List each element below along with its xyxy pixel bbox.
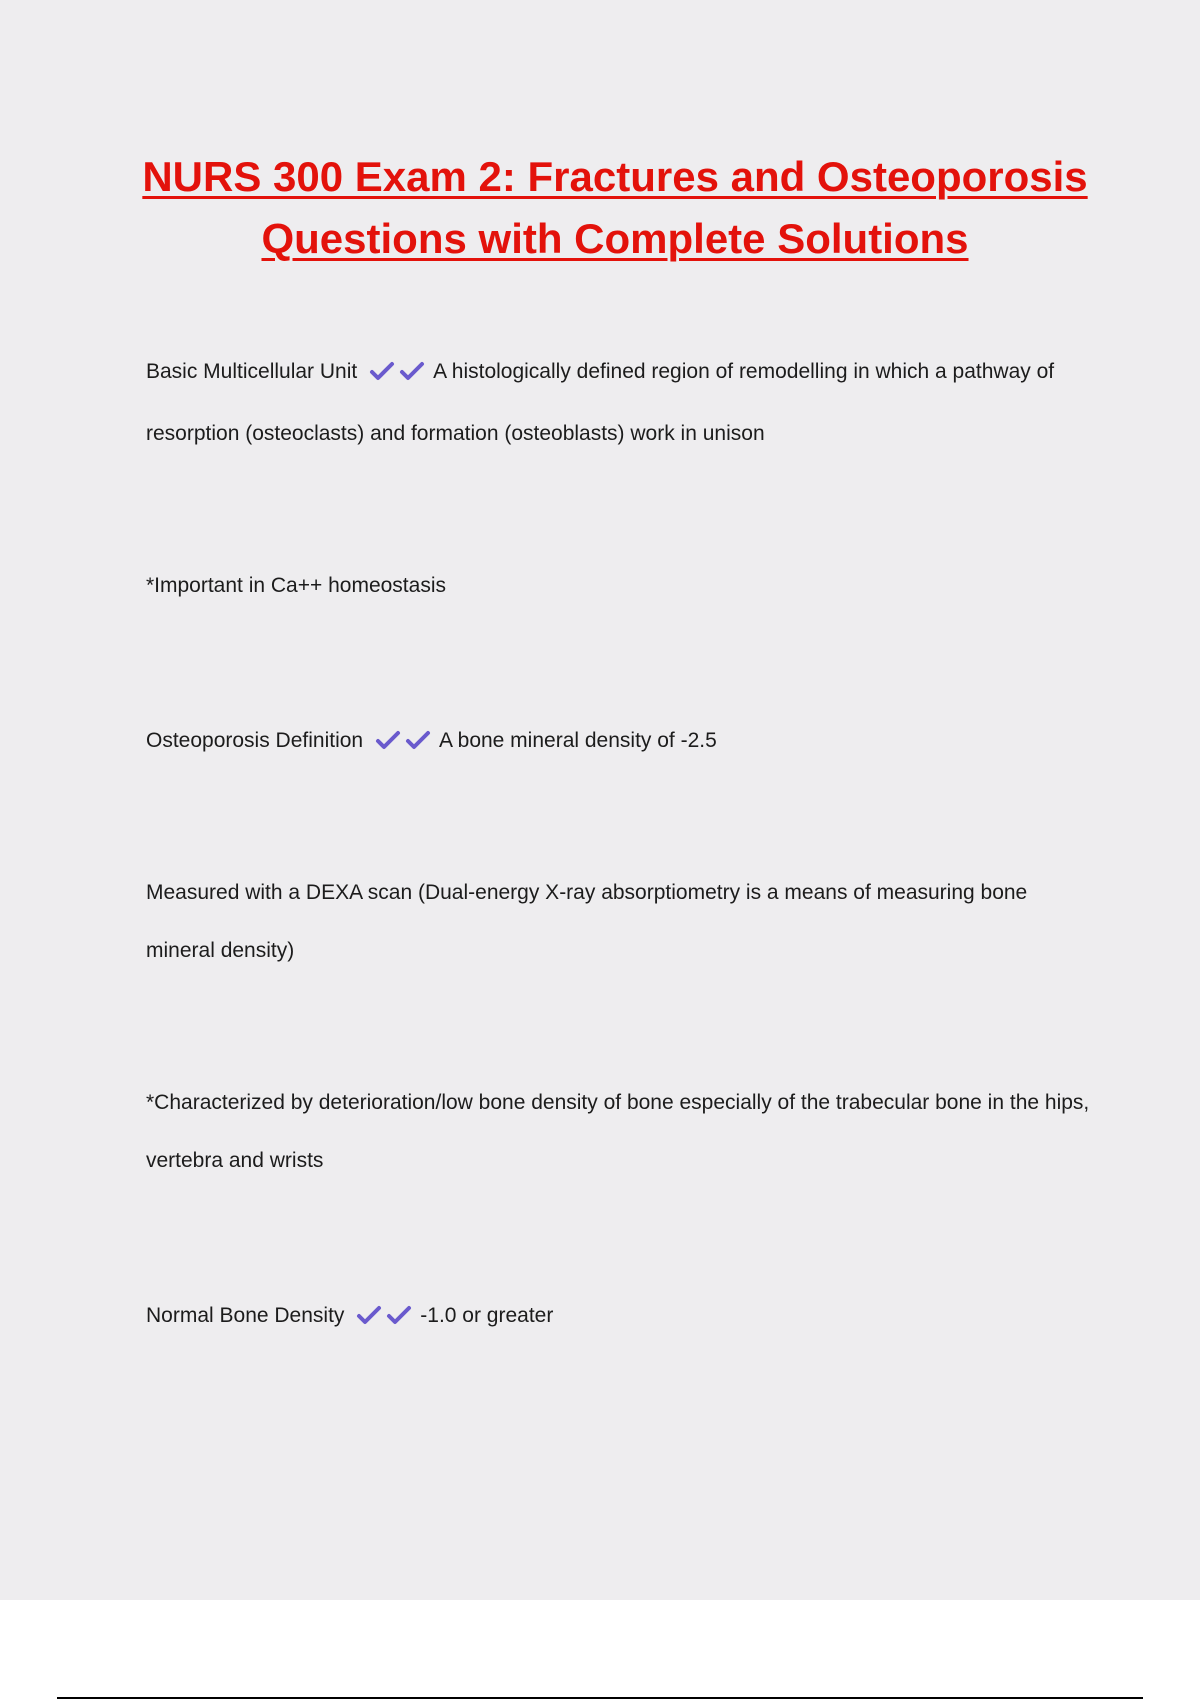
entry-term: Normal Bone Density (146, 1304, 345, 1327)
title-line-2: Questions with Complete Solutions (261, 215, 969, 262)
qa-entry-basic-multicellular-unit (146, 341, 1096, 465)
title-line-1: NURS 300 Exam 2: Fractures and Osteoporosis (142, 153, 1088, 200)
qa-entry-normal-bone-density (146, 1285, 1096, 1347)
double-check-icon (356, 1283, 416, 1345)
entry-answer: A histologically defined region of remodelling in which a pathway of resorption (osteoclasts) and formation (osteoblasts) work in unison (146, 360, 1055, 446)
entry-answer: A bone mineral density of -2.5 (438, 729, 717, 752)
qa-entry-osteoporosis-definition (146, 710, 1096, 772)
note-characterized-by: *Characterized by deterioration/low bone density of bone especially of the trabecular bone in the hips, vertebra and wrists (146, 1091, 1090, 1172)
double-check-icon (369, 339, 429, 401)
double-check-icon (375, 708, 435, 770)
footer-divider (57, 1697, 1143, 1699)
entry-answer: -1.0 or greater (420, 1304, 554, 1327)
document-title (100, 146, 1130, 270)
note-ca-homeostasis: *Important in Ca++ homeostasis (146, 574, 446, 597)
entry-term: Basic Multicellular Unit (146, 360, 358, 383)
entry-term: Osteoporosis Definition (146, 729, 364, 752)
note-dexa-scan: Measured with a DEXA scan (Dual-energy X-ray absorptiometry is a means of measuring bone mineral density) (146, 881, 1028, 962)
